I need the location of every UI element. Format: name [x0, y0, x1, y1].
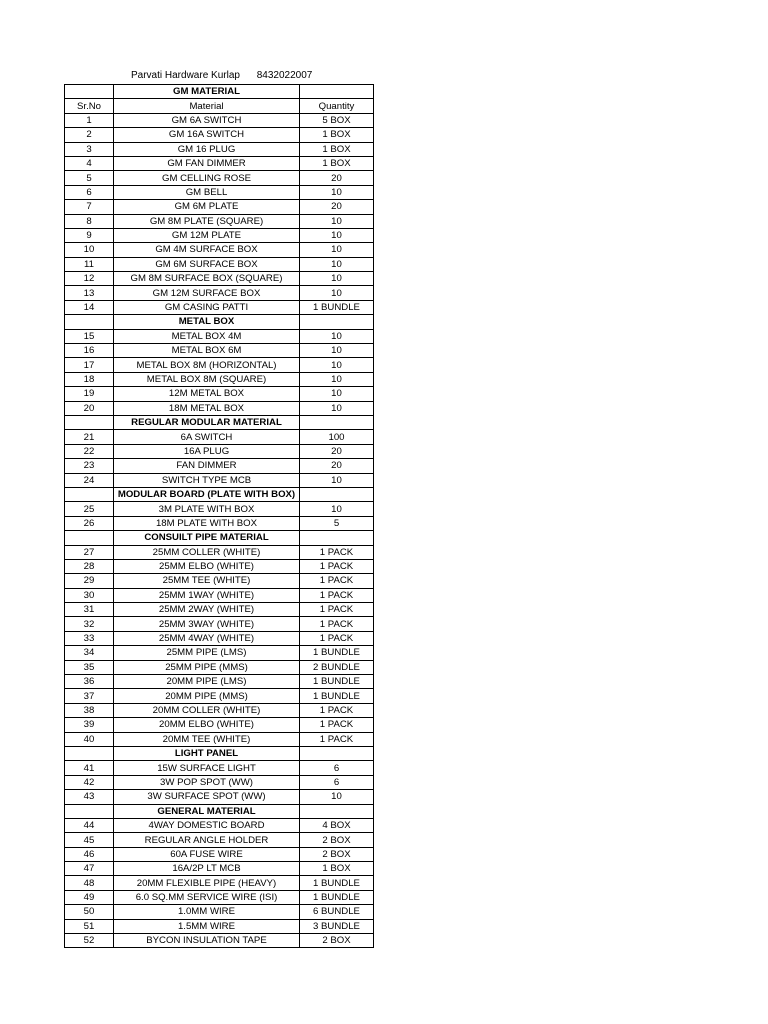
material-cell: 1.0MM WIRE: [114, 905, 300, 919]
table-row: [65, 156, 374, 170]
section-blank-left: [65, 487, 114, 501]
serial-number-cell: 8: [65, 214, 114, 228]
material-cell: 25MM COLLER (WHITE): [114, 545, 300, 559]
quantity-cell: 10: [300, 358, 374, 372]
table-row: [65, 516, 374, 530]
serial-number-cell: 50: [65, 905, 114, 919]
table-row: [65, 545, 374, 559]
material-cell: 25MM PIPE (LMS): [114, 646, 300, 660]
quantity-cell: 10: [300, 344, 374, 358]
material-cell: GM BELL: [114, 185, 300, 199]
material-cell: 12M METAL BOX: [114, 387, 300, 401]
material-table-body: [65, 85, 374, 948]
section-blank-right: [300, 85, 374, 99]
table-row: [65, 113, 374, 127]
serial-number-cell: 5: [65, 171, 114, 185]
serial-number-cell: 37: [65, 689, 114, 703]
material-cell: 3W POP SPOT (WW): [114, 775, 300, 789]
shop-phone: 8432022007: [256, 70, 313, 81]
material-cell: 16A/2P LT MCB: [114, 862, 300, 876]
section-blank-right: [300, 487, 374, 501]
quantity-cell: 1 PACK: [300, 703, 374, 717]
serial-number-cell: 9: [65, 228, 114, 242]
material-cell: GM CASING PATTI: [114, 300, 300, 314]
serial-number-cell: 22: [65, 444, 114, 458]
serial-number-cell: 27: [65, 545, 114, 559]
quantity-cell: 6: [300, 775, 374, 789]
serial-number-cell: 6: [65, 185, 114, 199]
serial-number-cell: 39: [65, 718, 114, 732]
table-row: [65, 689, 374, 703]
quantity-cell: 2 BUNDLE: [300, 660, 374, 674]
table-row: [65, 171, 374, 185]
quantity-cell: 1 BUNDLE: [300, 890, 374, 904]
section-blank-left: [65, 315, 114, 329]
section-blank-right: [300, 746, 374, 760]
section-title: MODULAR BOARD (PLATE WITH BOX): [114, 487, 300, 501]
section-title: LIGHT PANEL: [114, 746, 300, 760]
table-row: [65, 300, 374, 314]
quantity-cell: 1 BUNDLE: [300, 646, 374, 660]
quantity-cell: 10: [300, 257, 374, 271]
material-cell: 16A PLUG: [114, 444, 300, 458]
material-cell: GM 4M SURFACE BOX: [114, 243, 300, 257]
table-row: [65, 588, 374, 602]
section-title: CONSUILT PIPE MATERIAL: [114, 531, 300, 545]
table-row: [65, 329, 374, 343]
material-cell: 25MM TEE (WHITE): [114, 574, 300, 588]
table-row: [65, 675, 374, 689]
quantity-cell: 20: [300, 200, 374, 214]
quantity-cell: 10: [300, 372, 374, 386]
section-header-row: [65, 746, 374, 760]
serial-number-cell: 14: [65, 300, 114, 314]
serial-number-cell: 15: [65, 329, 114, 343]
quantity-cell: 1 BUNDLE: [300, 675, 374, 689]
serial-number-cell: 40: [65, 732, 114, 746]
quantity-cell: 10: [300, 790, 374, 804]
quantity-cell: 1 PACK: [300, 588, 374, 602]
material-cell: GM 6M SURFACE BOX: [114, 257, 300, 271]
table-row: [65, 473, 374, 487]
column-header-row: [65, 99, 374, 113]
serial-number-cell: 49: [65, 890, 114, 904]
quantity-cell: 1 PACK: [300, 559, 374, 573]
serial-number-cell: 25: [65, 502, 114, 516]
column-header-material: Material: [114, 99, 300, 113]
section-header-row: [65, 315, 374, 329]
table-row: [65, 833, 374, 847]
quantity-cell: 2 BOX: [300, 847, 374, 861]
quantity-cell: 6: [300, 761, 374, 775]
quantity-cell: 20: [300, 444, 374, 458]
quantity-cell: 2 BOX: [300, 833, 374, 847]
quantity-cell: 1 PACK: [300, 545, 374, 559]
table-row: [65, 185, 374, 199]
table-row: [65, 617, 374, 631]
serial-number-cell: 18: [65, 372, 114, 386]
section-blank-right: [300, 315, 374, 329]
quantity-cell: 20: [300, 171, 374, 185]
table-row: [65, 847, 374, 861]
quantity-cell: 10: [300, 272, 374, 286]
section-blank-right: [300, 531, 374, 545]
quantity-cell: 10: [300, 473, 374, 487]
material-cell: 20MM COLLER (WHITE): [114, 703, 300, 717]
section-blank-right: [300, 804, 374, 818]
material-cell: REGULAR ANGLE HOLDER: [114, 833, 300, 847]
material-cell: 25MM 1WAY (WHITE): [114, 588, 300, 602]
table-row: [65, 818, 374, 832]
section-blank-left: [65, 415, 114, 429]
serial-number-cell: 24: [65, 473, 114, 487]
table-row: [65, 660, 374, 674]
table-row: [65, 574, 374, 588]
quantity-cell: 10: [300, 286, 374, 300]
serial-number-cell: 32: [65, 617, 114, 631]
serial-number-cell: 51: [65, 919, 114, 933]
material-cell: GM 8M PLATE (SQUARE): [114, 214, 300, 228]
quantity-cell: 1 PACK: [300, 603, 374, 617]
quantity-cell: 5 BOX: [300, 113, 374, 127]
quantity-cell: 10: [300, 243, 374, 257]
table-row: [65, 603, 374, 617]
quantity-cell: 10: [300, 329, 374, 343]
material-table: [64, 84, 374, 948]
quantity-cell: 1 PACK: [300, 718, 374, 732]
material-cell: 20MM TEE (WHITE): [114, 732, 300, 746]
section-header-row: [65, 487, 374, 501]
serial-number-cell: 2: [65, 128, 114, 142]
material-cell: 25MM 3WAY (WHITE): [114, 617, 300, 631]
table-row: [65, 286, 374, 300]
column-header-srno: Sr.No: [65, 99, 114, 113]
quantity-cell: 10: [300, 228, 374, 242]
material-cell: GM 12M PLATE: [114, 228, 300, 242]
serial-number-cell: 35: [65, 660, 114, 674]
serial-number-cell: 42: [65, 775, 114, 789]
material-cell: GM 6M PLATE: [114, 200, 300, 214]
serial-number-cell: 26: [65, 516, 114, 530]
table-row: [65, 372, 374, 386]
quantity-cell: 10: [300, 185, 374, 199]
table-row: [65, 876, 374, 890]
quantity-cell: 1 BUNDLE: [300, 689, 374, 703]
section-title: REGULAR MODULAR MATERIAL: [114, 415, 300, 429]
quantity-cell: 1 PACK: [300, 732, 374, 746]
table-row: [65, 142, 374, 156]
serial-number-cell: 20: [65, 401, 114, 415]
serial-number-cell: 41: [65, 761, 114, 775]
quantity-cell: 4 BOX: [300, 818, 374, 832]
table-row: [65, 272, 374, 286]
material-cell: 60A FUSE WIRE: [114, 847, 300, 861]
serial-number-cell: 47: [65, 862, 114, 876]
material-cell: 18M METAL BOX: [114, 401, 300, 415]
section-header-row: [65, 804, 374, 818]
material-cell: BYCON INSULATION TAPE: [114, 934, 300, 948]
material-cell: 1.5MM WIRE: [114, 919, 300, 933]
section-title: METAL BOX: [114, 315, 300, 329]
sheet-header: [131, 69, 312, 83]
quantity-cell: 10: [300, 401, 374, 415]
column-header-quantity: Quantity: [300, 99, 374, 113]
serial-number-cell: 21: [65, 430, 114, 444]
quantity-cell: 20: [300, 459, 374, 473]
quantity-cell: 1 PACK: [300, 574, 374, 588]
table-row: [65, 559, 374, 573]
table-row: [65, 905, 374, 919]
quantity-cell: 10: [300, 214, 374, 228]
material-cell: 25MM 4WAY (WHITE): [114, 631, 300, 645]
table-row: [65, 646, 374, 660]
section-blank-left: [65, 85, 114, 99]
serial-number-cell: 33: [65, 631, 114, 645]
serial-number-cell: 7: [65, 200, 114, 214]
serial-number-cell: 52: [65, 934, 114, 948]
material-cell: GM CELLING ROSE: [114, 171, 300, 185]
quantity-cell: 1 PACK: [300, 631, 374, 645]
section-blank-right: [300, 415, 374, 429]
quantity-cell: 1 BOX: [300, 156, 374, 170]
table-row: [65, 775, 374, 789]
section-title: GENERAL MATERIAL: [114, 804, 300, 818]
material-cell: 20MM PIPE (MMS): [114, 689, 300, 703]
section-blank-left: [65, 531, 114, 545]
material-cell: 3M PLATE WITH BOX: [114, 502, 300, 516]
table-row: [65, 718, 374, 732]
table-row: [65, 128, 374, 142]
table-row: [65, 459, 374, 473]
section-header-row: [65, 531, 374, 545]
quantity-cell: 1 BUNDLE: [300, 876, 374, 890]
table-row: [65, 358, 374, 372]
serial-number-cell: 43: [65, 790, 114, 804]
quantity-cell: 2 BOX: [300, 934, 374, 948]
section-header-row: [65, 415, 374, 429]
table-row: [65, 200, 374, 214]
quantity-cell: 10: [300, 387, 374, 401]
material-cell: 15W SURFACE LIGHT: [114, 761, 300, 775]
serial-number-cell: 3: [65, 142, 114, 156]
material-cell: 25MM ELBO (WHITE): [114, 559, 300, 573]
serial-number-cell: 10: [65, 243, 114, 257]
material-cell: GM 16 PLUG: [114, 142, 300, 156]
serial-number-cell: 48: [65, 876, 114, 890]
material-cell: SWITCH TYPE MCB: [114, 473, 300, 487]
material-cell: 3W SURFACE SPOT (WW): [114, 790, 300, 804]
serial-number-cell: 45: [65, 833, 114, 847]
material-cell: 20MM PIPE (LMS): [114, 675, 300, 689]
serial-number-cell: 17: [65, 358, 114, 372]
quantity-cell: 100: [300, 430, 374, 444]
material-cell: 20MM FLEXIBLE PIPE (HEAVY): [114, 876, 300, 890]
serial-number-cell: 28: [65, 559, 114, 573]
serial-number-cell: 29: [65, 574, 114, 588]
quantity-cell: 3 BUNDLE: [300, 919, 374, 933]
serial-number-cell: 19: [65, 387, 114, 401]
serial-number-cell: 44: [65, 818, 114, 832]
table-row: [65, 444, 374, 458]
quantity-cell: 1 BOX: [300, 142, 374, 156]
table-row: [65, 430, 374, 444]
table-row: [65, 703, 374, 717]
material-cell: 20MM ELBO (WHITE): [114, 718, 300, 732]
table-row: [65, 401, 374, 415]
quantity-cell: 10: [300, 502, 374, 516]
serial-number-cell: 1: [65, 113, 114, 127]
serial-number-cell: 31: [65, 603, 114, 617]
table-row: [65, 732, 374, 746]
serial-number-cell: 13: [65, 286, 114, 300]
serial-number-cell: 23: [65, 459, 114, 473]
serial-number-cell: 46: [65, 847, 114, 861]
table-row: [65, 387, 374, 401]
serial-number-cell: 30: [65, 588, 114, 602]
section-blank-left: [65, 746, 114, 760]
material-cell: 6A SWITCH: [114, 430, 300, 444]
material-cell: GM 12M SURFACE BOX: [114, 286, 300, 300]
material-cell: 4WAY DOMESTIC BOARD: [114, 818, 300, 832]
table-row: [65, 890, 374, 904]
table-row: [65, 502, 374, 516]
material-cell: METAL BOX 8M (SQUARE): [114, 372, 300, 386]
material-cell: METAL BOX 8M (HORIZONTAL): [114, 358, 300, 372]
shop-name: Parvati Hardware Kurlap: [131, 70, 240, 81]
quantity-cell: 1 BOX: [300, 862, 374, 876]
material-cell: 6.0 SQ.MM SERVICE WIRE (ISI): [114, 890, 300, 904]
serial-number-cell: 38: [65, 703, 114, 717]
serial-number-cell: 16: [65, 344, 114, 358]
quantity-cell: 1 BOX: [300, 128, 374, 142]
serial-number-cell: 12: [65, 272, 114, 286]
material-cell: FAN DIMMER: [114, 459, 300, 473]
material-cell: 25MM 2WAY (WHITE): [114, 603, 300, 617]
material-cell: 18M PLATE WITH BOX: [114, 516, 300, 530]
table-row: [65, 257, 374, 271]
material-cell: GM 16A SWITCH: [114, 128, 300, 142]
serial-number-cell: 4: [65, 156, 114, 170]
serial-number-cell: 36: [65, 675, 114, 689]
serial-number-cell: 11: [65, 257, 114, 271]
quantity-cell: 1 BUNDLE: [300, 300, 374, 314]
table-row: [65, 862, 374, 876]
table-row: [65, 761, 374, 775]
quantity-cell: 5: [300, 516, 374, 530]
table-row: [65, 934, 374, 948]
section-header-row: [65, 85, 374, 99]
material-cell: 25MM PIPE (MMS): [114, 660, 300, 674]
material-cell: METAL BOX 4M: [114, 329, 300, 343]
section-blank-left: [65, 804, 114, 818]
quantity-cell: 1 PACK: [300, 617, 374, 631]
material-cell: GM FAN DIMMER: [114, 156, 300, 170]
material-cell: GM 8M SURFACE BOX (SQUARE): [114, 272, 300, 286]
serial-number-cell: 34: [65, 646, 114, 660]
material-cell: GM 6A SWITCH: [114, 113, 300, 127]
table-row: [65, 790, 374, 804]
table-row: [65, 228, 374, 242]
quantity-cell: 6 BUNDLE: [300, 905, 374, 919]
section-title: GM MATERIAL: [114, 85, 300, 99]
table-row: [65, 243, 374, 257]
table-row: [65, 344, 374, 358]
table-row: [65, 631, 374, 645]
table-row: [65, 214, 374, 228]
table-row: [65, 919, 374, 933]
material-cell: METAL BOX 6M: [114, 344, 300, 358]
